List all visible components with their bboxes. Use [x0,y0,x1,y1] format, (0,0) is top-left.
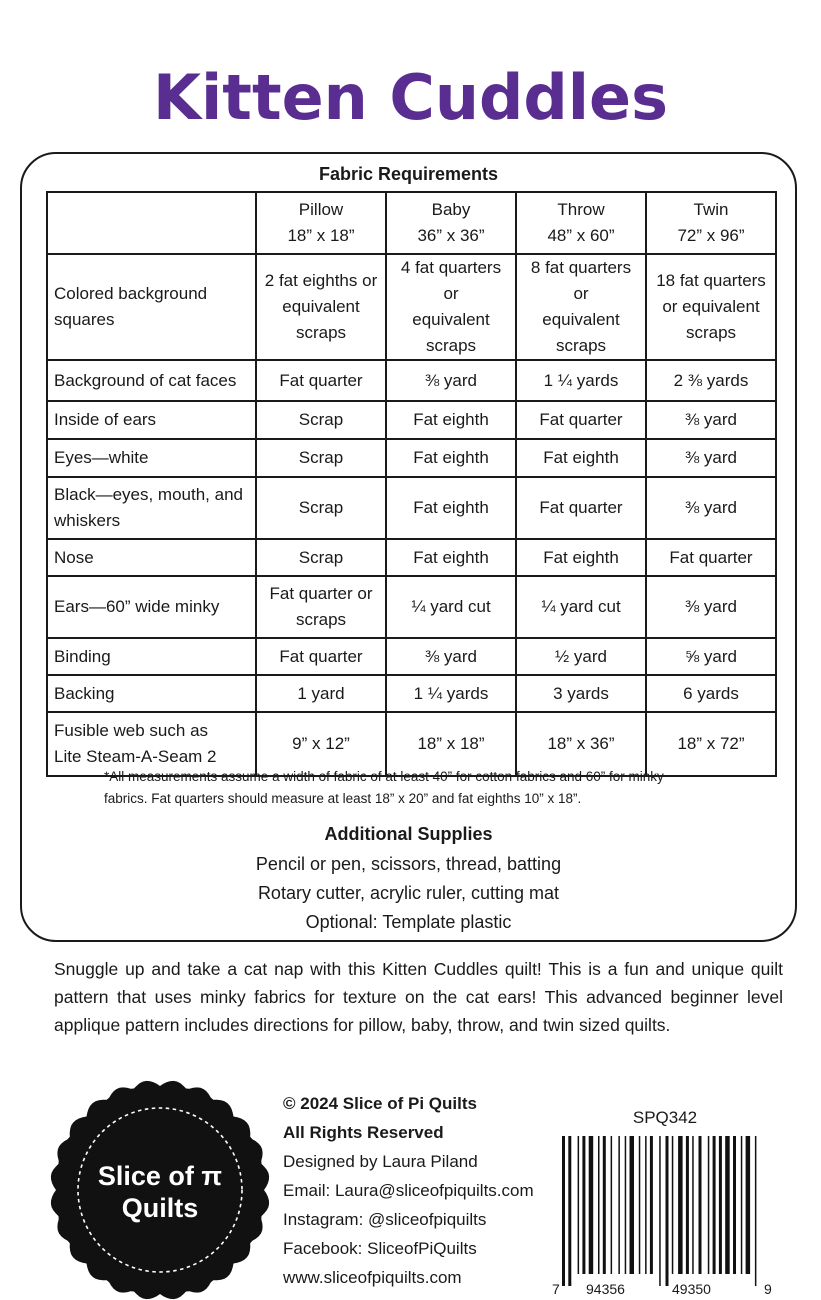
table-cell: ⅜ yard [386,360,516,401]
email: Email: Laura@sliceofpiquilts.com [283,1181,534,1200]
table-row [47,477,776,539]
table-cell: Scrap [256,401,386,439]
table-cell: Scrap [256,439,386,477]
row-label: Ears—60” wide minky [47,576,256,638]
page-title: Kitten Cuddles [153,61,668,134]
table-cell: 18” x 72” [646,712,776,776]
barcode-digit-first: 7 [552,1281,560,1297]
table-cell: 9” x 12” [256,712,386,776]
fabric-requirements-heading: Fabric Requirements [318,164,499,184]
row-label: Fusible web such as Lite Steam-A-Seam 2 [47,712,256,776]
table-cell: 1 yard [256,675,386,712]
sku: SPQ342 [632,1108,698,1127]
table-cell: 2 fat eighths or equivalent scraps [256,254,386,360]
table-row [47,401,776,439]
table-cell: ¼ yard cut [386,576,516,638]
table-cell: Fat quarter [256,360,386,401]
table-cell: 3 yards [516,675,646,712]
barcode-digits-right: 49350 [672,1281,711,1297]
table-cell: ⅜ yard [646,401,776,439]
table-cell: Fat quarter [646,539,776,576]
row-label: Background of cat faces [47,360,256,401]
row-label: Eyes—white [47,439,256,477]
row-label: Backing [47,675,256,712]
table-cell: ½ yard [516,638,646,675]
rights: All Rights Reserved [283,1123,444,1142]
table-cell: 2 ⅜ yards [646,360,776,401]
table-cell: Fat quarter [516,401,646,439]
table-row [47,638,776,675]
copyright: © 2024 Slice of Pi Quilts [283,1094,477,1113]
instagram: Instagram: @sliceofpiquilts [283,1210,487,1229]
column-header: Twin 72” x 96” [646,192,776,254]
supply-item: Rotary cutter, acrylic ruler, cutting mat [257,883,560,903]
table-row [47,360,776,401]
column-header: Baby 36” x 36” [386,192,516,254]
table-row [47,675,776,712]
table-cell: ⅜ yard [386,638,516,675]
table-cell: 6 yards [646,675,776,712]
table-cell: 1 ¼ yards [386,675,516,712]
table-cell: Fat quarter [256,638,386,675]
table-cell: ⅜ yard [646,477,776,539]
footnote: *All measurements assume a width of fabric of at least 40” for cotton fabrics and 60” for minky fabrics. Fat quarters should measure at least 18” x 20” and fat eighths 10” x 18”. [104,769,664,806]
table-cell: 8 fat quarters or equivalent scraps [516,254,646,360]
fabric-requirements-panel [20,152,797,942]
table-cell: Fat eighth [516,439,646,477]
facebook: Facebook: SliceofPiQuilts [283,1239,477,1258]
barcode [548,1136,778,1300]
row-label: Colored background squares [47,254,256,360]
supply-item: Optional: Template plastic [305,912,512,932]
table-cell: ⅜ yard [646,439,776,477]
column-header: Throw 48” x 60” [516,192,646,254]
table-cell: ¼ yard cut [516,576,646,638]
table-corner-cell [47,192,256,254]
row-label: Inside of ears [47,401,256,439]
row-label: Nose [47,539,256,576]
logo-text: Slice of π Quilts [97,1161,223,1223]
table-cell: Fat eighth [386,539,516,576]
column-header: Pillow 18” x 18” [256,192,386,254]
barcode-digit-check: 9 [764,1281,772,1297]
table-cell: 1 ¼ yards [516,360,646,401]
table-row [47,576,776,638]
table-cell: 18 fat quarters or equivalent scraps [646,254,776,360]
contact-info [283,1089,534,1292]
table-cell: Fat quarter [516,477,646,539]
table-cell: Scrap [256,477,386,539]
table-cell: 4 fat quarters or equivalent scraps [386,254,516,360]
table-cell: ⅜ yard [646,576,776,638]
table-cell: Fat quarter or scraps [256,576,386,638]
pattern-description: Snuggle up and take a cat nap with this Kitten Cuddles quilt! This is a fun and unique quilt pattern that uses minky fabrics for texture on the cat ears! This advanced beginner level applique pattern includes directions for pillow, baby, throw, and twin sized quilts. [54,959,783,1035]
table-cell: 18” x 36” [516,712,646,776]
designer: Designed by Laura Piland [283,1152,478,1171]
additional-supplies-heading: Additional Supplies [324,824,493,844]
table-cell: Fat eighth [386,477,516,539]
table-row [47,439,776,477]
table-cell: ⅝ yard [646,638,776,675]
website: www.sliceofpiquilts.com [283,1268,462,1287]
additional-supplies-list [22,850,795,937]
table-cell: Fat eighth [386,401,516,439]
supply-item: Pencil or pen, scissors, thread, batting [255,854,562,874]
fabric-requirements-table [46,191,777,777]
table-row [47,254,776,360]
table-cell: Fat eighth [386,439,516,477]
row-label: Black—eyes, mouth, and whiskers [47,477,256,539]
table-cell: Scrap [256,539,386,576]
table-cell: 18” x 18” [386,712,516,776]
table-cell: Fat eighth [516,539,646,576]
table-row [47,539,776,576]
barcode-digits-left: 94356 [586,1281,625,1297]
row-label: Binding [47,638,256,675]
